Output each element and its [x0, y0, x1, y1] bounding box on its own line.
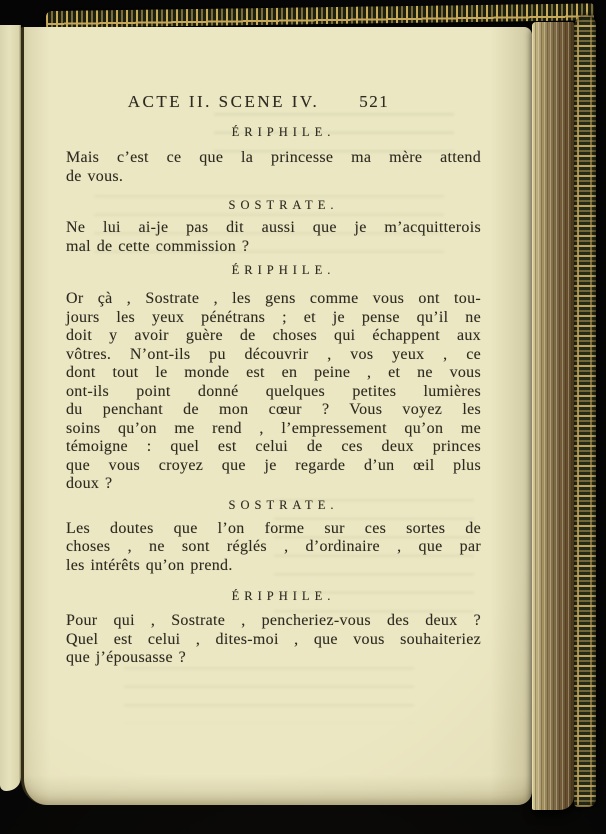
dialogue-line: mal de cette commission ? [66, 237, 250, 255]
speaker-name: SOSTRATE. [228, 497, 339, 512]
dialogue-line: de vous. [66, 167, 124, 185]
speaker-name: ÉRIPHILE. [231, 263, 336, 277]
dialogue-line: les intérêts qu’on prend. [66, 556, 233, 574]
dialogue-block [66, 263, 481, 494]
header-title: ACTE II. SCENE IV. [127, 92, 320, 111]
dialogue-block [66, 125, 481, 186]
page-number: 521 [359, 92, 390, 111]
dialogue-line: Quel est celui , dites-moi , que vous souhaiteriez [66, 630, 481, 648]
dialogue-line: Mais c’est ce que la princesse ma mère attend [66, 149, 481, 166]
dialogue-block [66, 498, 481, 576]
show-through-texture [124, 667, 414, 723]
running-header [51, 91, 466, 113]
dialogue-line: Pour qui , Sostrate , pencheriez-vous des deux ? [66, 612, 481, 629]
dialogue-line: soins qu’on me rend , l’empressement qu’on me [66, 419, 481, 437]
dialogue-line: choses , ne sont réglés , d’ordinaire , que par [66, 538, 481, 555]
dialogue-line: dont tout le monde est en peine , et ne vous [66, 364, 481, 381]
dialogue-line: que j’épousasse ? [66, 649, 187, 666]
dialogue-line: Or çà , Sostrate , les gens comme vous ont tou- [66, 290, 481, 307]
dialogue-line: ont-ils point donné quelques petites lumières [66, 382, 481, 400]
dialogue-line: Ne lui ai-je pas dit aussi que je m’acquitterois [66, 219, 481, 236]
book-page [21, 27, 532, 805]
gilt-border-top [46, 3, 594, 28]
dialogue-block [66, 589, 481, 668]
dialogue-line: que vous croyez que je regarde d’un œil plus [66, 456, 481, 474]
dialogue-line: jours les yeux pénétrans ; et je pense qu’il ne [66, 308, 481, 326]
speaker-name: ÉRIPHILE. [231, 589, 336, 603]
facing-page-edge [0, 25, 21, 791]
dialogue-line: témoigne : quel est celui de ces deux princes [66, 438, 481, 455]
page-block-fore-edge [532, 22, 574, 810]
binding-leather-gilt-edge [574, 15, 596, 807]
dialogue-line: du penchant de mon cœur ? Vous voyez les [66, 401, 481, 418]
dialogue-line: doit y avoir guère de choses qui échappent aux [66, 327, 481, 344]
speaker-name: SOSTRATE. [228, 198, 339, 212]
speaker-name: ÉRIPHILE. [231, 125, 336, 139]
dialogue-line: Les doutes que l’on forme sur ces sortes de [66, 519, 481, 537]
dialogue-line: vôtres. N’ont-ils pu découvrir , vos yeux , ce [66, 345, 481, 363]
dialogue-line: doux ? [66, 475, 113, 492]
dialogue [66, 125, 481, 668]
dialogue-block [66, 198, 481, 256]
